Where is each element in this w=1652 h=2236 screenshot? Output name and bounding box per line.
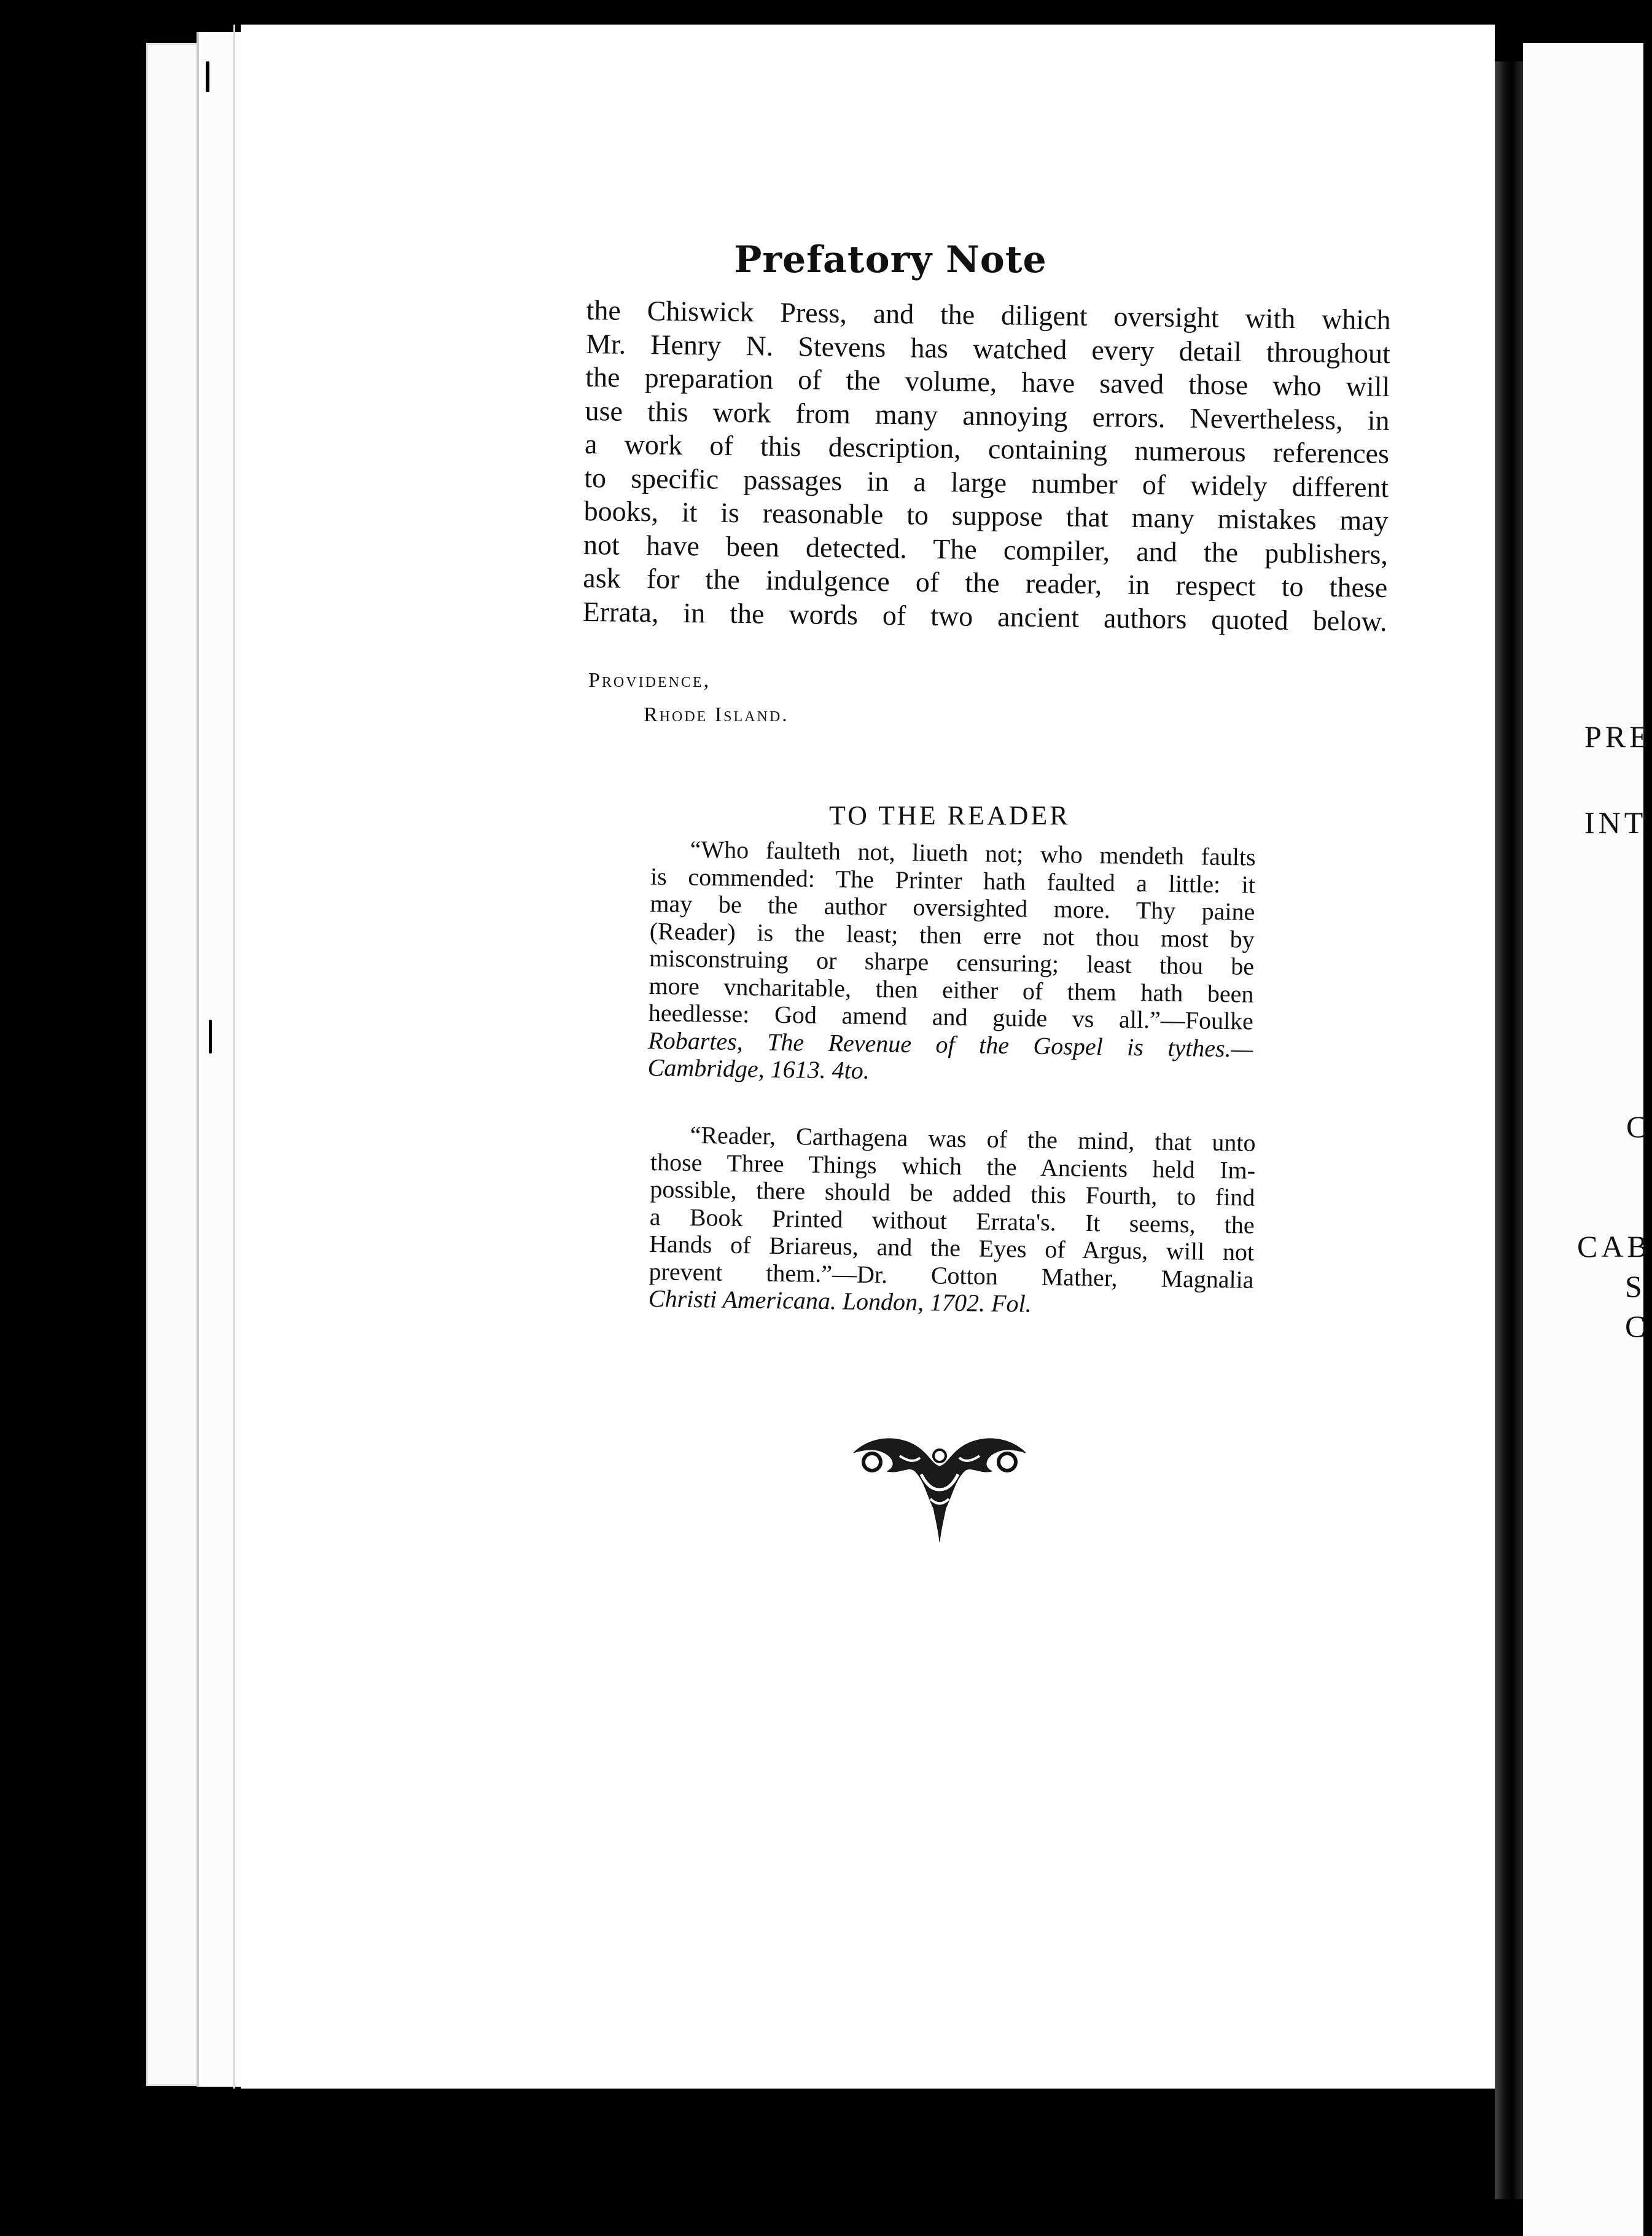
page-heading: Prefatory Note <box>734 238 1047 281</box>
quote-line: Christi Americana. London, 1702. Fol. <box>648 1284 1032 1318</box>
quote-line: “Reader, Carthagena was of the mind, that unto <box>690 1120 1256 1157</box>
quote-line: Cambridge, 1613. 4to. <box>647 1053 870 1085</box>
quote-line: more vncharitable, then either of them hath been <box>649 971 1254 1008</box>
right-page <box>1523 43 1652 2236</box>
body-line: Errata, in the words of two ancient authors quoted below. <box>582 595 1387 637</box>
preface-body <box>582 294 1391 638</box>
right-fragment-1: PRE <box>1584 719 1652 754</box>
body-line: ask for the indulgence of the reader, in respect to these <box>583 561 1388 603</box>
body-line: Mr. Henry N. Stevens has watched every detail throughout <box>585 327 1391 369</box>
quote-line: (Reader) is the least; then erre not thou most by <box>649 917 1255 953</box>
body-line: the Chiswick Press, and the diligent oversight with which <box>586 294 1391 336</box>
quote-line: “Who faulteth not, liueth not; who mendeth faults <box>690 835 1256 871</box>
signoff-location <box>588 663 789 732</box>
signoff-state: Rhode Island. <box>644 703 789 726</box>
reader-heading: TO THE READER <box>829 800 1070 831</box>
body-line: a work of this description, containing numerous references <box>584 428 1390 469</box>
quote-line: misconstruing or sharpe censuring; least thou be <box>649 944 1255 980</box>
book-gutter <box>1495 61 1523 2199</box>
body-line: the preparation of the volume, have saved those who will <box>585 361 1390 402</box>
quote-line: Robartes, The Revenue of the Gospel is tythes.— <box>648 1026 1253 1063</box>
body-line: books, it is reasonable to suppose that many mistakes may <box>583 495 1389 536</box>
body-line: not have been detected. The compiler, and the publishers, <box>583 528 1389 570</box>
right-fragment-6: C <box>1625 1309 1650 1343</box>
right-fragment-2: INT <box>1584 805 1647 840</box>
right-fragment-3: C <box>1626 1109 1651 1144</box>
quote-line: a Book Printed without Errata's. It seems, the <box>649 1202 1255 1239</box>
quote-mather <box>649 1121 1256 1321</box>
right-fragment-4: CAB <box>1577 1229 1651 1264</box>
quote-robartes <box>647 835 1255 1090</box>
quote-line: heedlesse: God amend and guide vs all.”—Foulke <box>648 998 1254 1035</box>
body-line: use this work from many annoying errors. Nevertheless, in <box>585 394 1390 436</box>
right-fragment-5: S <box>1625 1269 1646 1304</box>
quote-line: prevent them.”—Dr. Cotton Mather, Magnalia <box>649 1257 1254 1294</box>
quote-line: Hands of Briareus, and the Eyes of Argus, will not <box>649 1229 1255 1266</box>
quote-line: is commended: The Printer hath faulted a little: it <box>650 862 1256 899</box>
floral-ornament-icon <box>847 1428 1032 1545</box>
signoff-city: Providence, <box>588 669 711 692</box>
body-line: to specific passages in a large number of widely different <box>584 461 1389 503</box>
quote-line: those Three Things which the Ancients held Im- <box>650 1147 1256 1184</box>
quote-line: may be the author oversighted more. Thy paine <box>650 889 1255 926</box>
page-edge-line <box>233 25 235 2089</box>
quote-line: possible, there should be added this Fourth, to find <box>650 1175 1255 1211</box>
